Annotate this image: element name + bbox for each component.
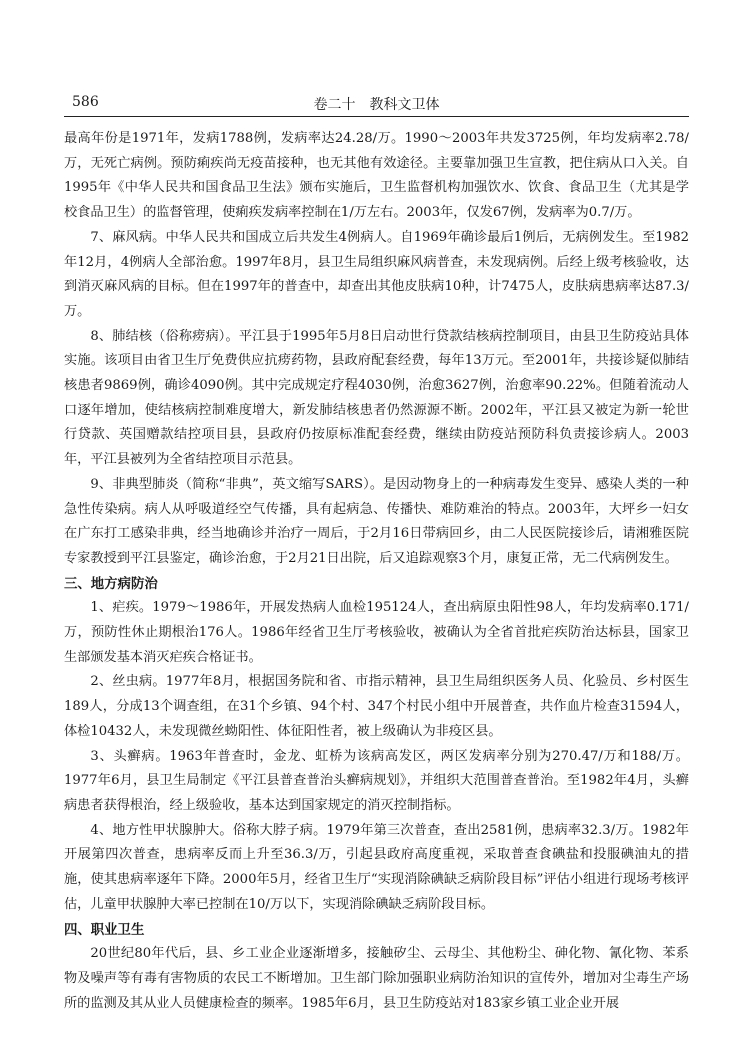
paragraph-malaria: 1、疟疾。1979～1986年，开展发热病人血检195124人，查出病原虫阳性98人，年均发病率0.171/万，预防性休止期根治176人。1986年经省卫生厅考核验收，被确认为全省首批疟疾防治达标县，国家卫生部颁发基本消灭疟疾合格证书。 [64, 600, 689, 665]
running-title: 卷二十 教科文卫体 [313, 97, 440, 113]
paragraph-occupational-health: 20世纪80年代后，县、乡工业企业逐渐增多，接触矽尘、云母尘、其他粉尘、砷化物、氰化物、苯系物及噪声等有毒有害物质的农民工不断增加。卫生部门除加强职业病防治知识的宣传外，增加对尘毒生产场所的监测及其从业人员健康检查的频率。1985年6月，县卫生防疫站对183家乡镇工业企业开展 [64, 946, 689, 1011]
paragraph-filariasis: 2、丝虫病。1977年8月，根据国务院和省、市指示精神，县卫生局组织医务人员、化验员、乡村医生189人，分成13个调查组，在31个乡镇、94个村、347个村民小组中开展普查，共作血片检查31594人，体检10432人，未发现微丝蚴阳性、体征阳性者，被上级确认为非疫区县。 [64, 674, 689, 739]
section-heading-occupational-health: 四、职业卫生 [64, 921, 145, 938]
paragraph-dysentery-continued: 最高年份是1971年，发病1788例，发病率达24.28/万。1990～2003年共发3725例，年均发病率2.78/万，无死亡病例。预防痢疾尚无疫苗接种，也无其他有效途径。主要靠加强卫生宣教，把住病从口入关。自1995年《中华人民共和国食品卫生法》颁布实施后，卫生监督机构加强饮水、饮食、食品卫生（尤其是学校食品卫生）的监督管理，使痢疾发病率控制在1/万左右。2003年，仅发67例，发病率为0.7/万。 [64, 131, 689, 221]
page-header [64, 94, 689, 117]
paragraph-goiter: 4、地方性甲状腺肿大。俗称大脖子病。1979年第三次普查，查出2581例，患病率32.3/万。1982年开展第四次普查，患病率反而上升至36.3/万，引起县政府高度重视，采取普查食碘盐和投服碘油丸的措施，使其患病率逐年下降。2000年5月，经省卫生厅“实现消除碘缺乏病阶段目标”评估小组进行现场考核评估，儿童甲状腺肿大率已控制在10/万以下，实现消除碘缺乏病阶段目标。 [64, 822, 689, 912]
section-heading-endemic-diseases: 三、地方病防治 [64, 575, 158, 592]
paragraph-leprosy: 7、麻风病。中华人民共和国成立后共发生4例病人。自1969年确诊最后1例后，无病例发生。至1982年12月，4例病人全部治愈。1997年8月，县卫生局组织麻风病普查，未发现病例。后经上级考核验收，达到消灭麻风病的目标。但在1997年的普查中，却查出其他皮肤病10种，计7475人，皮肤病患病率达87.3/万。 [64, 229, 689, 319]
document-page [64, 94, 689, 1016]
paragraph-tinea-capitis: 3、头癣病。1963年普查时，金龙、虹桥为该病高发区，两区发病率分别为270.47/万和188/万。1977年6月，县卫生局制定《平江县普查普治头癣病规划》，并组织大范围普查普治。至1982年4月，头癣病患者获得根治，经上级验收，基本达到国家规定的消灭控制指标。 [64, 748, 689, 813]
paragraph-sars: 9、非典型肺炎（简称“非典”，英文缩写SARS）。是因动物身上的一种病毒发生变异、感染人类的一种急性传染病。病人从呼吸道经空气传播，具有起病急、传播快、难防难治的特点。2003年，大坪乡一妇女在广东打工感染非典，经当地确诊并治疗一周后，于2月16日带病回乡，由二人民医院接诊后，请湘雅医院专家教授到平江县鉴定，确诊治愈，于2月21日出院，后又追踪观察3个月，康复正常，无二代病例发生。 [64, 476, 689, 566]
body-text [64, 127, 689, 1016]
paragraph-tuberculosis: 8、肺结核（俗称痨病）。平江县于1995年5月8日启动世行贷款结核病控制项目，由县卫生防疫站具体实施。该项目由省卫生厅免费供应抗痨药物，县政府配套经费，每年13万元。至2001年，共接诊疑似肺结核患者9869例，确诊4090例。其中完成规定疗程4030例，治愈3627例，治愈率90.22%。但随着流动人口逐年增加，使结核病控制难度增大，新发肺结核患者仍然源源不断。2002年，平江县又被定为新一轮世行贷款、英国赠款结控项目县，县政府仍按原标准配套经费，继续由防疫站预防科负责接诊病人。2003年，平江县被列为全省结控项目示范县。 [64, 328, 689, 468]
page-number: 586 [72, 94, 99, 110]
